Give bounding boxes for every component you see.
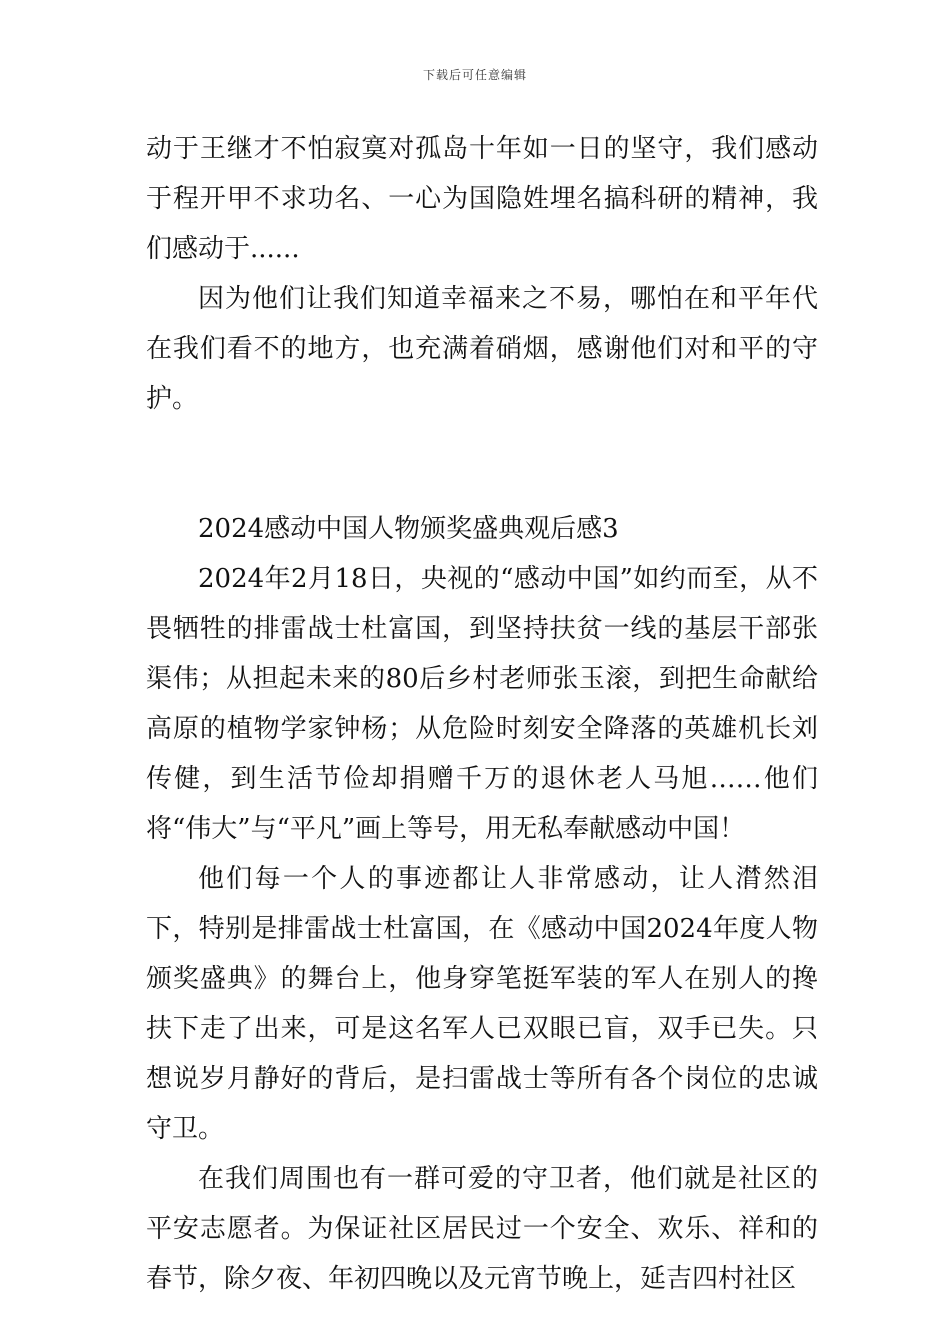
document-body (146, 124, 818, 1304)
section-title: 2024感动中国人物颁奖盛典观后感3 (198, 514, 619, 544)
paragraph: 因为他们让我们知道幸福来之不易，哪怕在和平年代在我们看不的地方，也充满着硝烟，感谢他们对和平的守护。 (146, 284, 818, 414)
paragraph-continuation: 动于王继才不怕寂寞对孤岛十年如一日的坚守，我们感动于程开甲不求功名、一心为国隐姓埋名搞科研的精神，我们感动于...... (146, 134, 818, 264)
paragraph: 他们每一个人的事迹都让人非常感动，让人潸然泪下，特别是排雷战士杜富国，在《感动中国2024年度人物颁奖盛典》的舞台上，他身穿笔挺军装的军人在别人的搀扶下走了出来，可是这名军人已双眼已盲，双手已失。只想说岁月静好的背后，是扫雷战士等所有各个岗位的忠诚守卫。 (146, 864, 818, 1144)
section-gap (146, 424, 818, 504)
page-header: 下载后可任意编辑 (422, 68, 527, 82)
paragraph: 在我们周围也有一群可爱的守卫者，他们就是社区的平安志愿者。为保证社区居民过一个安全、欢乐、祥和的春节，除夕夜、年初四晚以及元宵节晚上，延吉四村社区 (146, 1164, 818, 1294)
paragraph: 2024年2月18日，央视的“感动中国”如约而至，从不畏牺牲的排雷战士杜富国，到坚持扶贫一线的基层干部张渠伟；从担起未来的80后乡村老师张玉滚，到把生命献给高原的植物学家钟杨；从危险时刻安全降落的英雄机长刘传健，到生活节俭却捐赠千万的退休老人马旭……他们将“伟大”与“平凡”画上等号，用无私奉献感动中国！ (146, 564, 818, 844)
